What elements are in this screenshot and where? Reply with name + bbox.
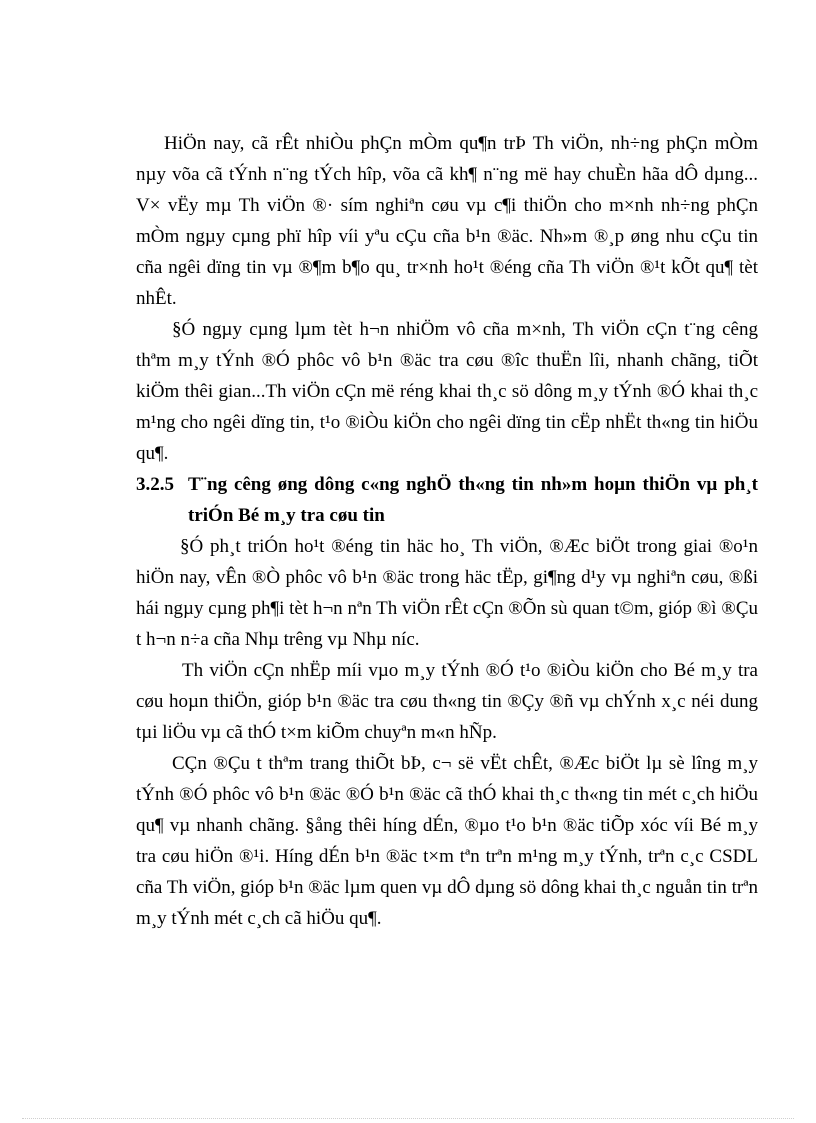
- paragraph-3: §Ó ph¸t triÓn ho¹t ®éng tin häc ho¸ Th viÖn, ®Æc biÖt trong giai ®o¹n hiÖn nay, vÊn ®Ò phôc vô b¹n ®äc trong häc tËp, gi¶ng d¹y vµ nghiªn cøu, ®ßi hái ngµy cµng ph¶i tèt h¬n nªn Th viÖn rÊt cÇn ®Õn sù quan t©m, gióp ®ì ®Çu t h¬n n÷a cña Nhµ trêng vµ Nhµ níc.: [136, 536, 758, 650]
- page-bottom-rule: [22, 1118, 794, 1119]
- section-number: 3.2.5: [136, 474, 174, 495]
- paragraph-1: HiÖn nay, cã rÊt nhiÒu phÇn mÒm qu¶n trÞ Th viÖn, nh÷ng phÇn mÒm nµy võa cã tÝnh n¨ng tÝch hîp, võa cã kh¶ n¨ng më hay chuÈn hãa dÔ dµng... V× vËy mµ Th viÖn ®· sím nghiªn cøu vµ c¶i thiÖn cho m×nh nh÷ng phÇn mÒm ngµy cµng phï hîp víi yªu cÇu cña b¹n ®äc. Nh»m ®¸p øng nhu cÇu tin cña ngêi dïng tin vµ ®¶m b¶o qu¸ tr×nh ho¹t ®éng cña Th viÖn ®¹t kÕt qu¶ tèt nhÊt.: [136, 133, 758, 309]
- paragraph-4: Th viÖn cÇn nhËp míi vµo m¸y tÝnh ®Ó t¹o ®iÒu kiÖn cho Bé m¸y tra cøu hoµn thiÖn, gióp b¹n ®äc tra cøu th«ng tin ®Çy ®ñ vµ chÝnh x¸c néi dung tµi liÖu vµ cã thÓ t×m kiÕm chuyªn m«n hÑp.: [136, 660, 758, 743]
- document-body: [136, 128, 758, 934]
- paragraph-2: §Ó ngµy cµng lµm tèt h¬n nhiÖm vô cña m×nh, Th viÖn cÇn t¨ng cêng thªm m¸y tÝnh ®Ó phôc vô b¹n ®äc tra cøu ®îc thuËn lîi, nhanh chãng, tiÕt kiÖm thêi gian...Th viÖn cÇn më réng khai th¸c sö dông m¸y tÝnh ®Ó khai th¸c m¹ng cho ngêi dïng tin, t¹o ®iÒu kiÖn cho ngêi dïng tin cËp nhËt th«ng tin hiÖu qu¶.: [136, 319, 758, 464]
- section-heading: [136, 469, 758, 531]
- section-title: T¨ng cêng øng dông c«ng nghÖ th«ng tin nh»m hoµn thiÖn vµ ph¸t triÓn Bé m¸y tra cøu tin: [188, 474, 758, 526]
- paragraph-5: CÇn ®Çu t thªm trang thiÕt bÞ, c¬ së vËt chÊt, ®Æc biÖt lµ sè lîng m¸y tÝnh ®Ó phôc vô b¹n ®äc ®Ó b¹n ®äc cã thÓ khai th¸c th«ng tin mét c¸ch hiÖu qu¶ vµ nhanh chãng. §ång thêi híng dÉn, ®µo t¹o b¹n ®äc tiÕp xóc víi Bé m¸y tra cøu hiÖn ®¹i. Híng dÉn b¹n ®äc t×m tªn trªn m¹ng m¸y tÝnh, trªn c¸c CSDL cña Th viÖn, gióp b¹n ®äc lµm quen vµ dÔ dµng sö dông khai th¸c nguån tin trªn m¸y tÝnh mét c¸ch cã hiÖu qu¶.: [136, 753, 758, 929]
